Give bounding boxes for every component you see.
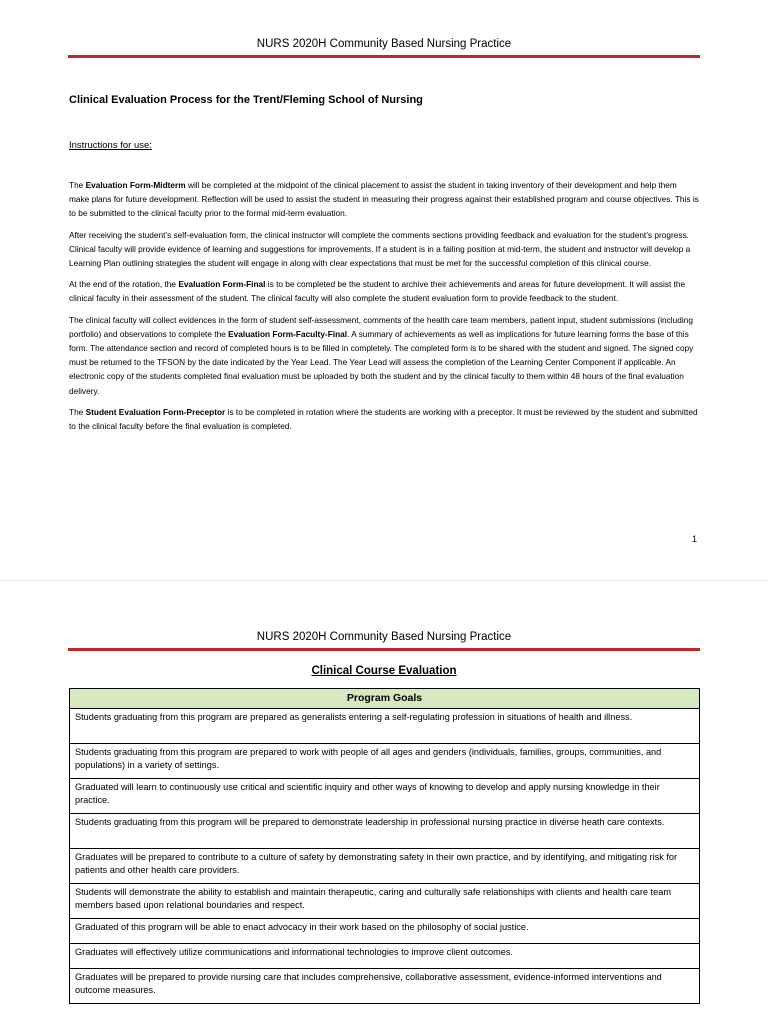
table-row: Graduates will be prepared to provide nursing care that includes comprehensive, collaborative assessment, evidence-informed interventions and outcome measures.	[70, 969, 700, 1004]
running-header: NURS 2020H Community Based Nursing Practice	[256, 38, 512, 50]
table-row: Students graduating from this program are prepared to work with people of all ages and genders (individuals, families, groups, communities, and populations) in a variety of settings.	[70, 744, 700, 779]
table-row: Students graduating from this program will be prepared to demonstrate leadership in professional nursing practice in diverse heath care contexts.	[70, 814, 700, 849]
document-title: Clinical Evaluation Process for the Trent/Fleming School of Nursing	[69, 94, 423, 106]
header-rule	[68, 55, 700, 58]
table-row: Students will demonstrate the ability to establish and maintain therapeutic, caring and culturally safe relationships with clients and health care team members based upon relational boundaries and respect.	[70, 884, 700, 919]
table-row: Graduated will learn to continuously use critical and scientific inquiry and other ways of knowing to develop and apply nursing knowledge in their practice.	[70, 779, 700, 814]
paragraph-final: At the end of the rotation, the Evaluation Form-Final is to be completed be the student to archive their achievements and areas for future development. It will assist the clinical faculty in their assessment of the student. The clinical faculty will also complete the student evaluation form to provide feedback to the student.	[69, 279, 686, 304]
instructions-heading: Instructions for use:	[69, 140, 152, 151]
paragraph-instructor-feedback: After receiving the student’s self-evaluation form, the clinical instructor will complete the comments sections providing feedback and evaluation for the student’s progress. Clinical faculty will provide evidence of learning and suggestions for improvements. If a student is in a failing position at mid-term, the student and instructor will develop a Learning Plan outlining strategies the student will engage in along with clear expectations that must be met for the successful completion of this clinical course.	[69, 229, 691, 269]
paragraph-midterm: The Evaluation Form-Midterm will be completed at the midpoint of the clinical placement to assist the student in taking inventory of their development and help them make plans for future development. Reflection will be used to assist the student in measuring their progress against their established program and course objectives. This is to be submitted to the clinical faculty prior to the formal mid-term evaluation.	[69, 180, 699, 219]
table-row: Graduates will effectively utilize communications and informational technologies to improve client outcomes.	[70, 944, 700, 969]
running-header: NURS 2020H Community Based Nursing Practice	[256, 631, 512, 643]
header-rule	[68, 648, 700, 651]
course-evaluation-title: Clinical Course Evaluation	[311, 665, 457, 677]
instructions-body	[69, 178, 699, 440]
table-row: Students graduating from this program are prepared as generalists entering a self-regulating profession in situations of health and illness.	[70, 709, 700, 744]
paragraph-faculty-final: The clinical faculty will collect evidences in the form of student self-assessment, comments of the health care team members, patient input, student submissions (including portfolio) and observations to complete the Evaluation Form-Faculty-Final. A summary of achievements as well as implications for future learning forms the base of this form. The attendance section and record of completed hours is to be filled in completely. The completed form is to be shared with the student and signed. The signed copy must be returned to the TFSON by the date indicated by the Year Lead. The Year Lead will assess the completion of the Learning Center Component if applicable. An electronic copy of the students completed final evaluation must be uploaded by both the student and by the clinical faculty to them within 48 hours of the final evaluation delivery.	[69, 314, 694, 396]
program-goals-header: Program Goals	[70, 689, 700, 709]
paragraph-preceptor: The Student Evaluation Form-Preceptor is to be completed in rotation where the students are working with a preceptor. It must be reviewed by the student and submitted to the clinical faculty before the final evaluation is completed.	[69, 406, 698, 432]
document-page-2	[0, 580, 768, 1024]
program-goals-table	[69, 688, 700, 1004]
table-row: Graduates will be prepared to contribute to a culture of safety by demonstrating safety in their own practice, and by identifying, and mitigating risk for patients and other health care providers.	[70, 849, 700, 884]
table-row: Graduated of this program will be able to enact advocacy in their work based on the philosophy of social justice.	[70, 919, 700, 944]
page-number: 1	[692, 534, 698, 544]
